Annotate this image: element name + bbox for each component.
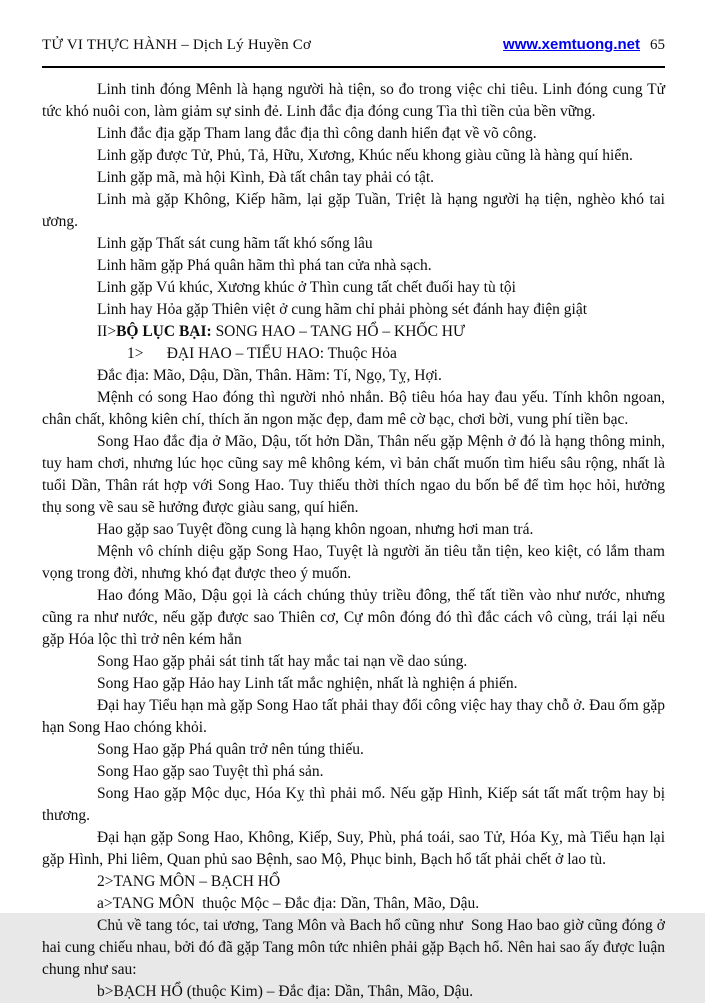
paragraph: [42, 123, 665, 145]
paragraph: [42, 541, 665, 585]
paragraph: [42, 585, 665, 651]
paragraph: [42, 255, 665, 277]
header-divider: [42, 66, 665, 68]
page-number: 65: [650, 37, 665, 53]
paragraph: [42, 167, 665, 189]
text-segment: 2>TANG MÔN – BẠCH HỔ: [97, 873, 281, 890]
text-segment: SONG HAO – TANG HỔ – KHỐC HƯ: [211, 323, 466, 340]
paragraph: [42, 233, 665, 255]
text-segment: Song Hao gặp Mộc dục, Hóa Kỵ thì phải mổ. Nếu gặp Hình, Kiếp sát tất mất trộm hay bị thương.: [42, 785, 665, 824]
text-segment: a>TANG MÔN thuộc Mộc – Đắc địa: Dần, Thân, Mão, Dậu.: [97, 895, 480, 912]
text-segment: Song Hao gặp Hảo hay Linh tất mắc nghiện, nhất là nghiện á phiến.: [97, 675, 518, 692]
paragraph: [42, 673, 665, 695]
paragraph: [42, 145, 665, 167]
paragraph: [42, 695, 665, 739]
paragraph: [42, 277, 665, 299]
text-segment: Song Hao đắc địa ở Mão, Dậu, tốt hởn Dần, Thân nếu gặp Mệnh ở đó là hạng thông minh, tuy ham chơi, nhưng lúc học cũng say mê không kém, vì bản chất muốn tìm hiểu sâu rộng, nhất là tuổi Dần, Thân rát hợp với Song Hao. Tuy thiếu thời thích ngao du bốn bể để tìm học hỏi, hưởng thụ song về sau sẽ hưởng được giàu sang, quí hiển.: [42, 433, 665, 516]
header-right: [503, 36, 665, 54]
text-segment: Mệnh vô chính diệu gặp Song Hao, Tuyệt là người ăn tiêu tằn tiện, keo kiệt, có lắm tham vọng trong đời, nhưng khó đạt được theo ý muốn.: [42, 543, 665, 582]
text-segment: II>: [97, 323, 117, 340]
text-segment: Linh đắc địa gặp Tham lang đắc địa thì công danh hiển đạt về võ công.: [97, 125, 537, 142]
text-segment: Linh gặp mã, mà hội Kình, Đà tất chân tay phải có tật.: [97, 169, 435, 186]
paragraph: [42, 431, 665, 519]
text-segment: Hao gặp sao Tuyệt đồng cung là hạng khôn ngoan, nhưng hơi man trá.: [97, 521, 534, 538]
text-segment: BỘ LỤC BẠI:: [116, 323, 212, 340]
text-segment: Song Hao gặp phải sát tinh tất hay mắc tai nạn về dao súng.: [97, 653, 468, 670]
text-segment: Song Hao gặp Phá quân trở nên túng thiếu.: [97, 741, 364, 758]
paragraph: [42, 915, 665, 981]
paragraph: [42, 321, 665, 343]
paragraph: [42, 871, 665, 893]
text-segment: Mệnh có song Hao đóng thì người nhỏ nhắn. Bộ tiêu hóa hay đau yếu. Tính khôn ngoan, chân chất, không kiên chí, thích ăn ngon mặc đẹp, đam mê cờ bạc, chơi bời, vung phí tiền bạc.: [42, 389, 665, 428]
paragraph: [42, 343, 665, 365]
text-segment: Đắc địa: Mão, Dậu, Dần, Thân. Hãm: Tí, Ngọ, Tỵ, Hợi.: [97, 367, 442, 384]
body-text: [42, 79, 665, 1003]
paragraph: [42, 365, 665, 387]
website-link[interactable]: www.xemtuong.net: [503, 36, 640, 53]
text-segment: Linh gặp Vú khúc, Xương khúc ở Thìn cung tất chết đuối hay tù tội: [97, 279, 516, 296]
text-segment: Linh mà gặp Không, Kiếp hãm, lại gặp Tuần, Triệt là hạng người hạ tiện, nghèo khó tai ương.: [42, 191, 665, 230]
text-segment: Linh hãm gặp Phá quân hãm thì phá tan cửa nhà sạch.: [97, 257, 432, 274]
paragraph: [42, 189, 665, 233]
paragraph: [42, 739, 665, 761]
text-segment: Linh tinh đóng Mênh là hạng người hà tiện, so đo trong việc chi tiêu. Linh đóng cung Tử tức khó nuôi con, làm giảm sự sinh đẻ. Linh đắc địa đóng cung Tìa thì tiền của bền vững.: [42, 81, 665, 120]
text-segment: Chủ về tang tóc, tai ương, Tang Môn và Bach hổ cũng như Song Hao bao giờ cũng đóng ở hai cung chiếu nhau, bởi đó đã gặp Tang môn tức nhiên phải gặp Bạch hổ. Nên hai sao ấy được luận chung như sau:: [42, 917, 665, 978]
header-title: TỬ VI THỰC HÀNH – Dịch Lý Huyền Cơ: [42, 37, 312, 53]
text-segment: Linh gặp Thất sát cung hãm tất khó sống lâu: [97, 235, 373, 252]
text-segment: 1> ĐẠI HAO – TIỂU HAO: Thuộc Hỏa: [127, 345, 397, 362]
paragraph: [42, 79, 665, 123]
text-segment: Linh gặp được Tử, Phủ, Tả, Hữu, Xương, Khúc nếu khong giàu cũng là hàng quí hiển.: [97, 147, 633, 164]
text-segment: Hao đóng Mão, Dậu gọi là cách chúng thủy triều đông, thế tất tiền vào như nước, nhưng cũng ra như nước, nếu gặp được sao Thiên cơ, Cự môn đóng đó thì đắc cách vô cùng, trái lại nếu gặp Hóa lộc thì trở nên kém hẳn: [42, 587, 665, 648]
paragraph: [42, 981, 665, 1003]
paragraph: [42, 519, 665, 541]
text-segment: Đại hạn gặp Song Hao, Không, Kiếp, Suy, Phù, phá toái, sao Tử, Hóa Kỵ, mà Tiểu hạn lại gặp Hình, Phi liêm, Quan phủ sao Bệnh, sao Mộ, Phục binh, Bạch hổ tất phải chết ở lao tù.: [42, 829, 665, 868]
text-segment: Đại hay Tiểu hạn mà gặp Song Hao tất phải thay đổi công việc hay thay chỗ ở. Đau ốm gặp hạn Song Hao chóng khỏi.: [42, 697, 665, 736]
text-segment: Linh hay Hỏa gặp Thiên việt ở cung hãm chỉ phải phòng sét đánh hay điện giật: [97, 301, 588, 318]
paragraph: [42, 783, 665, 827]
paragraph: [42, 387, 665, 431]
page-header: [42, 36, 665, 54]
paragraph: [42, 761, 665, 783]
text-segment: b>BẠCH HỔ (thuộc Kim) – Đắc địa: Dần, Thân, Mão, Dậu.: [97, 983, 474, 1000]
paragraph: [42, 893, 665, 915]
paragraph: [42, 299, 665, 321]
text-segment: Song Hao gặp sao Tuyệt thì phá sản.: [97, 763, 324, 780]
paragraph: [42, 827, 665, 871]
paragraph: [42, 651, 665, 673]
